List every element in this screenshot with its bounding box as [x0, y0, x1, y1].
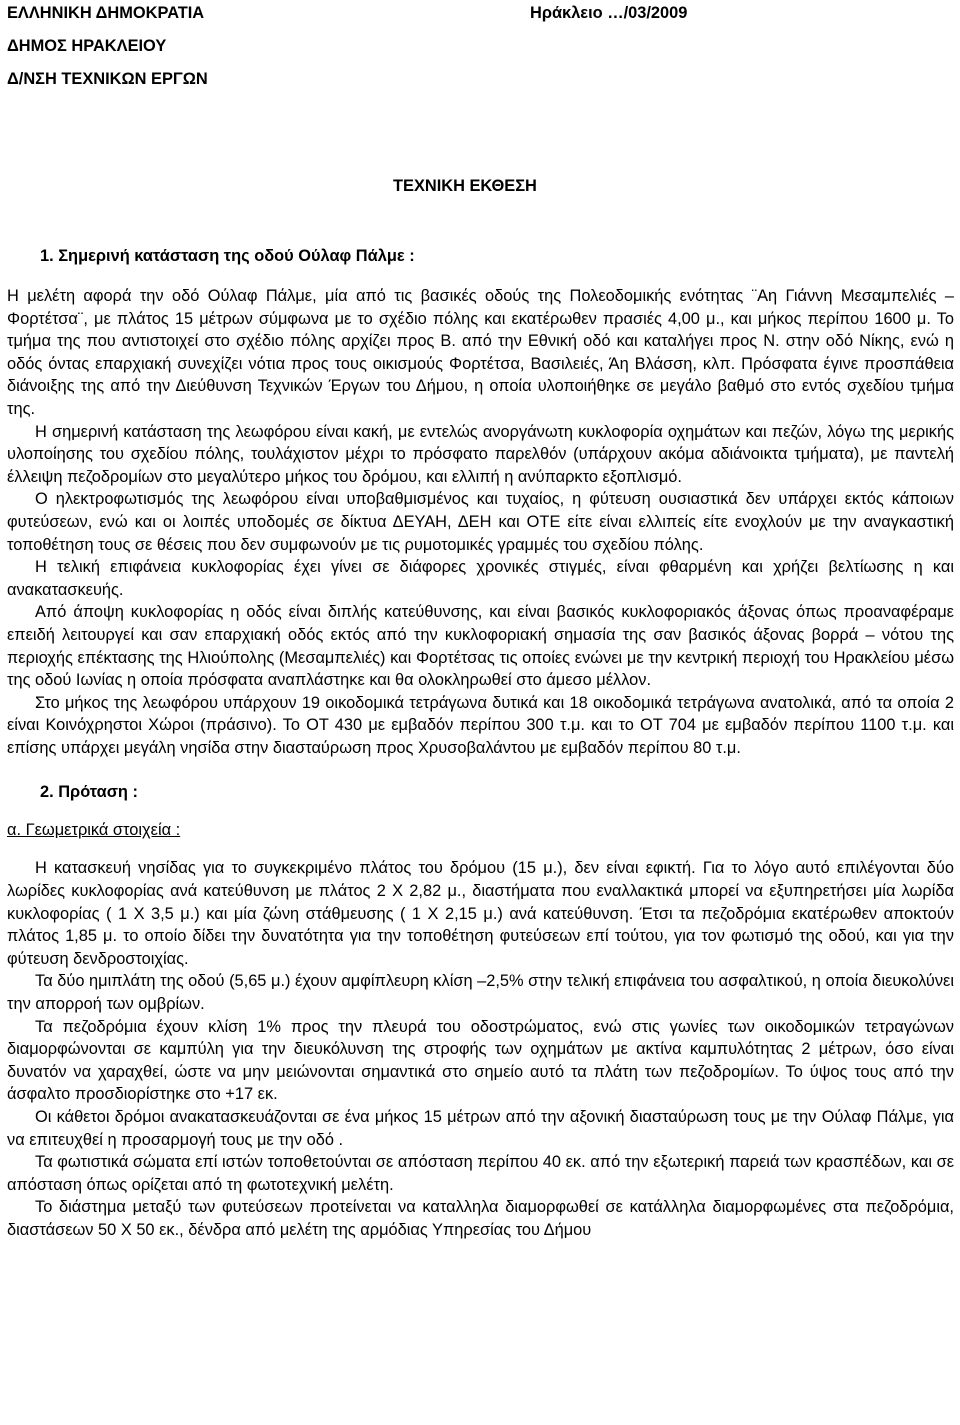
section1-paragraph-1: Η μελέτη αφορά την οδό Ούλαφ Πάλμε, μία από τις βασικές οδούς της Πολεοδομικής ενότητας ¨Αη Γιάννη Μεσαμπελιές – Φορτέτσα¨, με πλάτος 15 μέτρων σύμφωνα με το σχέδιο πόλης και εκατέρωθεν πρασιές 4,00 μ., και μήκος περίπου 1600 μ. Το τμήμα της που αντιστοιχεί στο σχέδιο πόλης αρχίζει προς Β. από την Εθνική οδό και καταλήγει προς Ν. στην οδό Νίκης, ενώ η οδός όντας επαρχιακή συνεχίζει νότια προς τους οικισμούς Φορτέτσα, Βασιλειές, Άη Βλάσση, κλπ. Πρόσφατα έγινε προσπάθεια διάνοιξης της από την Διεύθυνση Τεχνικών Έργων του Δήμου, η οποία υλοποιήθηκε σε μεγάλο βαθμό στο εντός σχεδίου τμήμα της.	[7, 287, 954, 418]
section1-paragraph-6: Στο μήκος της λεωφόρου υπάρχουν 19 οικοδομικά τετράγωνα δυτικά και 18 οικοδομικά τετράγωνα ανατολικά, από τα οποία 2 είναι Κοινόχρηστοι Χώροι (πράσινο). Το ΟΤ 430 με εμβαδόν περίπου 300 τ.μ. και το ΟΤ 704 με εμβαδόν περίπου 1100 τ.μ. και επίσης υπάρχει μεγάλη νησίδα στην διασταύρωση προς Χρυσοβαλάντου με εμβαδόν περίπου 80 τ.μ.	[7, 693, 954, 757]
section2-paragraph-4: Οι κάθετοι δρόμοι ανακατασκευάζονται σε ένα μήκος 15 μέτρων από την αξονική διασταύρωση τους με την Ούλαφ Πάλμε, για να επιτευχθεί η προσαρμογή τους με την οδό .	[7, 1108, 954, 1149]
section2-subheading: α. Γεωμετρικά στοιχεία :	[7, 821, 181, 840]
section1-paragraph-2: Η σημερινή κατάσταση της λεωφόρου είναι κακή, με εντελώς ανοργάνωτη κυκλοφορία οχημάτων και πεζών, λόγω της μερικής υλοποίησης του σχεδίου πόλης, τουλάχιστον μέχρι το πρόσφατο παρελθόν (υπάρχουν ακόμα αδιάνοικτα τμήματα), με παντελή έλλειψη πεζοδρομίων στο μεγαλύτερο μήκος του δρόμου, και ελλιπή η ανύπαρκτο εξοπλισμό.	[7, 422, 954, 486]
section1-paragraph-5: Από άποψη κυκλοφορίας η οδός είναι διπλής κατεύθυνσης, και είναι βασικός κυκλοφοριακός άξονας όπως προαναφέραμε επειδή λειτουργεί και σαν επαρχιακή οδός εκτός από την κυκλοφοριακή σημασία της σαν βασικός άξονας βορρά – νότου της περιοχής επέκτασης της Ηλιούπολης (Μεσαμπελιές) και Φορτέτσας τις οποίες ενώνει με την κεντρική περιοχή του Ηρακλείου μέσω της οδού Ιωνίας η οποία πρόσφατα αναπλάστηκε και θα ολοκληρωθεί στο άμεσο μέλλον.	[7, 603, 954, 690]
section2-paragraph-2: Τα δύο ημιπλάτη της οδού (5,65 μ.) έχουν αμφίπλευρη κλίση –2,5% στην τελική επιφάνεια του ασφαλτικού, η οποία διευκολύνει την απορροή των ομβρίων.	[7, 972, 954, 1014]
document-body	[7, 245, 954, 1242]
section2-paragraph-3: Τα πεζοδρόμια έχουν κλίση 1% προς την πλευρά του οδοστρώματος, ενώ στις γωνίες των οικοδομικών τετραγώνων διαμορφώνονται σε καμπύλη για την διευκόλυνση της στροφής των οχημάτων με ακτίνα καμπυλότητας 2 μέτρων, όσο είναι δυνατόν να χαραχθεί, ώστε να μην μειώνονται σημαντικά στο σημείο αυτό τα πλάτη των πεζοδρομίων. Το ύψος τους από την άσφαλτο προσδιορίστηκε στο +17 εκ.	[7, 1017, 954, 1104]
section1-paragraph-3: Ο ηλεκτροφωτισμός της λεωφόρου είναι υποβαθμισμένος και τυχαίος, η φύτευση ουσιαστικά δεν υπάρχει εκτός κάποιων φυτεύσεων, ενώ και οι λοιπές υποδομές σε δίκτυα ΔΕΥΑΗ, ΔΕΗ και ΟΤΕ είτε είναι ελλιπείς είτε ενοχλούν με την αναγκαστική τοποθέτηση τους σε θέσεις που δεν συμφωνούν με τις ρυμοτομικές γραμμές του σχεδίου πόλης.	[7, 490, 954, 554]
org-line-municipality: ΔΗΜΟΣ ΗΡΑΚΛΕΙΟΥ	[7, 37, 167, 55]
document-date: Ηράκλειο …/03/2009	[530, 4, 688, 22]
section2-paragraph-5: Τα φωτιστικά σώματα επί ιστών τοποθετούνται σε απόσταση περίπου 40 εκ. από την εξωτερική παρειά των κρασπέδων, και σε απόσταση όπως ορίζεται από τη φωτοτεχνική μελέτη.	[7, 1153, 954, 1194]
section1-paragraph-4: Η τελική επιφάνεια κυκλοφορίας έχει γίνει σε διάφορες χρονικές στιγμές, είναι φθαρμένη και χρήζει βελτίωσης η και ανακατασκευής.	[7, 558, 954, 599]
section2-paragraph-1: Η κατασκευή νησίδας για το συγκεκριμένο πλάτος του δρόμου (15 μ.), δεν είναι εφικτή. Για το λόγο αυτό επιλέγονται δύο λωρίδες κυκλοφορίας ανά κατεύθυνση με πλάτος 2 Χ 2,82 μ., διαστήματα που εναλλακτικά μπορεί να εξυπηρετήσει μία λωρίδα κυκλοφορίας ( 1 Χ 3,5 μ.) και μία ζώνη στάθμευσης ( 1 Χ 2,15 μ.) ανά κατεύθυνση. Έτσι τα πεζοδρόμια εκατέρωθεν αποκτούν πλάτος 1,85 μ. το οποίο δίδει την δυνατότητα για την τοποθέτηση φυτεύσεων επί τούτου, για τον φωτισμό της οδού, και για την φύτευση δενδροστοιχίας.	[7, 859, 954, 968]
org-line-republic: ΕΛΛΗΝΙΚΗ ΔΗΜΟΚΡΑΤΙΑ	[7, 4, 205, 22]
section2-paragraph-6: Το διάστημα μεταξύ των φυτεύσεων προτείνεται να καταλληλα διαμορφωθεί σε κατάλληλα διαμορφωμένες στα πεζοδρόμια, διαστάσεων 50 Χ 50 εκ., δένδρα από μελέτη της αρμόδιας Υπηρεσίας του Δήμου	[7, 1198, 954, 1239]
org-line-directorate: Δ/ΝΣΗ ΤΕΧΝΙΚΩΝ ΕΡΓΩΝ	[7, 70, 208, 88]
section1-heading: 1. Σημερινή κατάσταση της οδού Ούλαφ Πάλμε :	[40, 247, 415, 265]
section2-heading: 2. Πρόταση :	[40, 783, 138, 802]
document-title: ΤΕΧΝΙΚΗ ΕΚΘΕΣΗ	[393, 177, 537, 195]
